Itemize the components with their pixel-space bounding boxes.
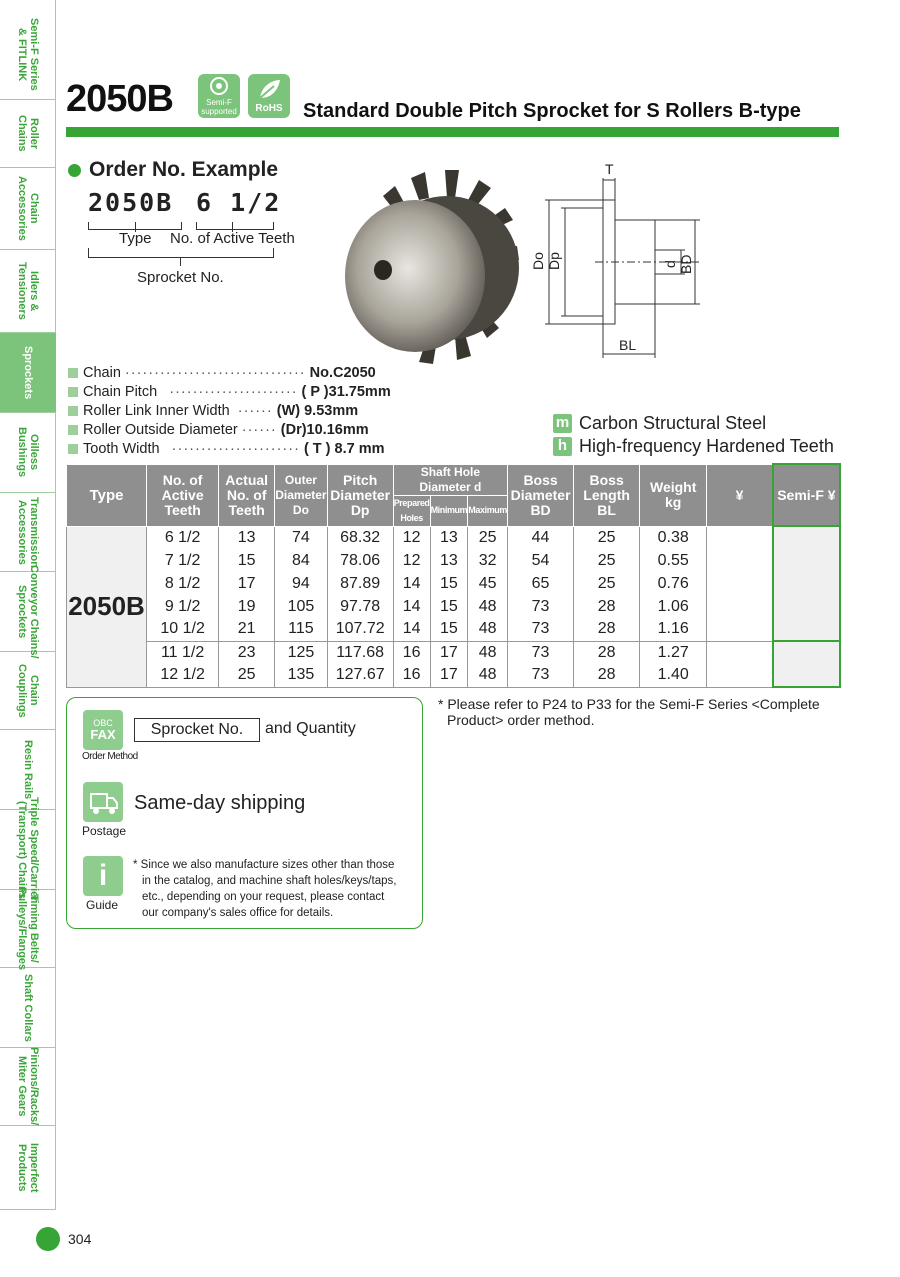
material-hardened <box>553 436 834 457</box>
col-semi-f-price: Semi-F ¥ <box>773 464 840 526</box>
table-cell: 73 <box>508 595 574 618</box>
title-bar <box>66 127 839 137</box>
col-type: Type <box>67 464 147 526</box>
table-row <box>67 595 841 618</box>
table-cell: 25 <box>574 572 640 595</box>
example-code-type: 2050B <box>88 188 174 217</box>
table-cell: 45 <box>468 572 508 595</box>
sidenav-item[interactable] <box>0 10 56 100</box>
table-row <box>67 572 841 595</box>
sidenav-item[interactable] <box>0 333 56 413</box>
col-actual-teeth: Actual No. of Teeth <box>219 464 275 526</box>
spec-dots: ······························· <box>124 365 306 381</box>
spec-value: ( P )31.75mm <box>301 384 391 400</box>
sidenav-item-label: Resin Rails <box>22 739 34 800</box>
table-cell: 28 <box>574 641 640 664</box>
material-text: High-frequency Hardened Teeth <box>579 436 834 456</box>
table-cell: 14 <box>393 595 430 618</box>
table-cell: 6 1/2 <box>147 526 219 549</box>
table-cell: 73 <box>508 664 574 687</box>
order-info-box <box>66 697 423 929</box>
bullet-icon <box>68 368 78 378</box>
dim-dp: Dp <box>546 252 562 270</box>
rohs-label: RoHS <box>255 103 283 114</box>
sidenav-item[interactable] <box>0 1048 56 1126</box>
table-cell: 48 <box>468 618 508 641</box>
table-cell: 10 1/2 <box>147 618 219 641</box>
guide-text-line: in the catalog, and machine shaft holes/keys/taps, <box>142 875 397 887</box>
sprocket-bracket <box>88 248 274 258</box>
price-cell <box>707 618 773 641</box>
sidenav-item-label: Chain Couplings <box>16 663 40 718</box>
table-cell: 87.89 <box>327 572 393 595</box>
sprocket-stem <box>180 258 181 266</box>
table-cell: 94 <box>275 572 327 595</box>
col-maximum: Maximum <box>468 495 508 526</box>
material-text: Carbon Structural Steel <box>579 413 767 433</box>
spec-label: Roller Link Inner Width <box>83 403 230 419</box>
product-table-body <box>67 526 841 687</box>
col-boss-length: Boss Length BL <box>574 464 640 526</box>
col-outer-diameter: Outer Diameter Do <box>275 464 327 526</box>
sidenav-item[interactable] <box>0 564 56 659</box>
table-row <box>67 664 841 687</box>
table-cell: 12 <box>393 549 430 572</box>
sidenav-item-label: Idlers & Tensioners <box>16 262 40 320</box>
sidenav-item-label: Semi-F Series & FITLINK <box>16 18 40 91</box>
fax-icon-text: OBC <box>93 718 113 728</box>
label-sprocket-no: Sprocket No. <box>137 269 224 286</box>
sidenav-item[interactable] <box>0 168 56 250</box>
table-cell: 68.32 <box>327 526 393 549</box>
col-price: ¥ <box>707 464 773 526</box>
table-cell: 48 <box>468 641 508 664</box>
table-cell: 135 <box>275 664 327 687</box>
table-cell: 97.78 <box>327 595 393 618</box>
sidenav-item-label: Sprockets <box>22 345 34 400</box>
table-cell: 32 <box>468 549 508 572</box>
spec-dots: ······ <box>241 422 277 438</box>
table-cell: 13 <box>219 526 275 549</box>
model-title: 2050B <box>66 78 173 120</box>
col-prepared-holes: Prepared Holes <box>393 495 430 526</box>
table-cell: 54 <box>508 549 574 572</box>
table-cell: 25 <box>219 664 275 687</box>
spec-inner-width <box>68 403 358 419</box>
price-cell <box>707 526 773 549</box>
table-cell: 73 <box>508 618 574 641</box>
col-minimum: Minimum <box>430 495 468 526</box>
guide-text <box>133 857 396 921</box>
dim-t: T <box>605 161 614 177</box>
sidenav-item[interactable] <box>0 493 56 572</box>
spec-pitch <box>68 384 391 400</box>
table-cell: 44 <box>508 526 574 549</box>
table-cell: 13 <box>430 526 468 549</box>
table-cell: 84 <box>275 549 327 572</box>
table-row <box>67 618 841 641</box>
table-cell: 107.72 <box>327 618 393 641</box>
col-weight: Weight kg <box>640 464 707 526</box>
table-cell: 16 <box>393 664 430 687</box>
bullet-icon <box>68 444 78 454</box>
sidenav-item[interactable] <box>0 968 56 1048</box>
table-cell: 125 <box>275 641 327 664</box>
sidenav-item[interactable] <box>0 1126 56 1210</box>
table-cell: 48 <box>468 664 508 687</box>
example-code-teeth: 6 1/2 <box>196 188 282 217</box>
semi-f-price-cell <box>773 641 840 687</box>
spec-dots: ······ <box>237 403 273 419</box>
fax-icon <box>83 710 123 750</box>
table-cell: 65 <box>508 572 574 595</box>
postage-caption: Postage <box>82 824 127 838</box>
sidenav-item-label: Transmission Accessories <box>16 496 40 568</box>
table-cell: 1.06 <box>640 595 707 618</box>
semi-f-footnote <box>438 696 820 728</box>
table-cell: 48 <box>468 595 508 618</box>
table-cell: 105 <box>275 595 327 618</box>
truck-icon <box>83 782 123 822</box>
table-cell: 115 <box>275 618 327 641</box>
sidenav-item[interactable] <box>0 250 56 333</box>
table-cell: 21 <box>219 618 275 641</box>
spec-dots: ······················ <box>171 441 300 457</box>
table-cell: 15 <box>430 618 468 641</box>
spec-value: (Dr)10.16mm <box>280 422 369 438</box>
semi-f-badge-line1: Semi-F <box>206 98 232 107</box>
dim-bl: BL <box>619 337 637 353</box>
price-cell <box>707 664 773 687</box>
guide-caption: Guide <box>86 898 119 912</box>
table-cell: 17 <box>430 664 468 687</box>
table-cell: 127.67 <box>327 664 393 687</box>
footnote-line: Product> order method. <box>447 712 595 728</box>
dim-bd: BD <box>678 254 694 274</box>
spec-tooth-width <box>68 441 385 457</box>
table-cell: 28 <box>574 595 640 618</box>
info-icon: i <box>83 856 123 896</box>
table-cell: 1.16 <box>640 618 707 641</box>
price-cell <box>707 641 773 664</box>
table-cell: 25 <box>574 549 640 572</box>
sidenav-item[interactable] <box>0 886 56 971</box>
sidenav-item[interactable] <box>0 797 56 902</box>
spec-label: Chain <box>83 365 121 381</box>
sidenav-item-label: Roller Chains <box>16 115 40 152</box>
table-cell: 23 <box>219 641 275 664</box>
material-carbon <box>553 413 766 434</box>
table-cell: 7 1/2 <box>147 549 219 572</box>
semi-f-badge-line2: supported <box>201 107 237 116</box>
bullet-icon <box>68 406 78 416</box>
sidenav-item[interactable] <box>0 413 56 493</box>
table-cell: 1.40 <box>640 664 707 687</box>
fax-caption: Order Method <box>82 751 138 762</box>
price-cell <box>707 572 773 595</box>
page-number: 304 <box>68 1231 92 1247</box>
spec-roller-diameter <box>68 422 369 438</box>
leaf-icon <box>248 74 290 102</box>
table-cell: 17 <box>219 572 275 595</box>
spec-label: Tooth Width <box>83 441 160 457</box>
table-cell: 78.06 <box>327 549 393 572</box>
guide-text-line: * Since we also manufacture sizes other than those <box>133 859 395 871</box>
table-cell: 11 1/2 <box>147 641 219 664</box>
table-cell: 12 1/2 <box>147 664 219 687</box>
table-cell: 1.27 <box>640 641 707 664</box>
table-cell: 17 <box>430 641 468 664</box>
price-cell <box>707 549 773 572</box>
semi-f-badge <box>198 74 240 118</box>
table-row <box>67 526 841 549</box>
teeth-bracket <box>196 222 274 230</box>
bullet-icon <box>68 164 81 177</box>
semi-f-icon <box>198 74 240 96</box>
col-active-teeth: No. of Active Teeth <box>147 464 219 526</box>
order-example-heading-text: Order No. Example <box>89 158 279 181</box>
table-cell: 19 <box>219 595 275 618</box>
spec-label: Chain Pitch <box>83 384 158 400</box>
spec-chain <box>68 365 376 381</box>
guide-text-line: etc., depending on your request, please contact <box>142 891 385 903</box>
spec-label: Roller Outside Diameter <box>83 422 238 438</box>
spec-value: ( T ) 8.7 mm <box>303 441 385 457</box>
same-day-shipping: Same-day shipping <box>134 792 306 814</box>
spec-value: (W) 9.53mm <box>276 403 359 419</box>
table-cell: 15 <box>219 549 275 572</box>
table-cell: 16 <box>393 641 430 664</box>
sidenav-item-label: Imperfect Products <box>16 1142 40 1193</box>
guide-text-line: our company's sales office for details. <box>142 907 334 919</box>
sidenav-item-label: Chain Accessories <box>16 176 40 241</box>
sidenav-item-label: Timing Belts/ Pulleys/Flanges <box>16 886 40 971</box>
table-cell: 13 <box>430 549 468 572</box>
table-cell: 117.68 <box>327 641 393 664</box>
table-cell: 14 <box>393 572 430 595</box>
dimension-drawing <box>525 158 705 368</box>
table-cell: 28 <box>574 664 640 687</box>
bullet-icon <box>68 387 78 397</box>
fax-icon-label: FAX <box>90 727 116 742</box>
table-cell: 73 <box>508 641 574 664</box>
table-cell: 28 <box>574 618 640 641</box>
table-cell: 25 <box>574 526 640 549</box>
label-type: Type <box>119 230 152 247</box>
rohs-badge <box>248 74 290 118</box>
sidenav-item-label: Oilless Bushings <box>16 427 40 478</box>
table-cell: 25 <box>468 526 508 549</box>
dim-do: Do <box>530 252 546 270</box>
price-cell <box>707 595 773 618</box>
dim-d: d <box>662 260 678 268</box>
table-cell: 12 <box>393 526 430 549</box>
sidenav-item[interactable] <box>0 100 56 168</box>
table-cell: 74 <box>275 526 327 549</box>
col-pitch-diameter: Pitch Diameter Dp <box>327 464 393 526</box>
spec-value: No.C2050 <box>309 365 376 381</box>
order-example-heading <box>68 158 278 182</box>
table-cell: 8 1/2 <box>147 572 219 595</box>
semi-f-price-cell <box>773 526 840 641</box>
table-cell: 14 <box>393 618 430 641</box>
sidenav-item-label: Pinions/Racks/ Miter Gears <box>16 1047 40 1126</box>
side-navigation <box>0 0 56 1210</box>
label-active-teeth: No. of Active Teeth <box>170 230 295 247</box>
order-text: and Quantity <box>265 720 356 737</box>
table-cell: 9 1/2 <box>147 595 219 618</box>
table-row <box>67 549 841 572</box>
sprocket-photo <box>335 168 525 373</box>
page-subtitle: Standard Double Pitch Sprocket for S Rollers B-type <box>303 100 801 122</box>
bullet-icon <box>68 425 78 435</box>
type-cell: 2050B <box>67 526 147 687</box>
material-mark-icon: h <box>553 437 572 456</box>
col-boss-diameter: Boss Diameter BD <box>508 464 574 526</box>
table-cell: 0.76 <box>640 572 707 595</box>
footnote-line: * Please refer to P24 to P33 for the Semi-F Series <Complete <box>438 696 820 712</box>
table-cell: 15 <box>430 595 468 618</box>
table-row <box>67 641 841 664</box>
table-cell: 15 <box>430 572 468 595</box>
order-field-box: Sprocket No. <box>134 718 260 742</box>
table-cell: 0.38 <box>640 526 707 549</box>
table-cell: 0.55 <box>640 549 707 572</box>
product-table <box>66 463 841 688</box>
sidenav-item-label: Triple Speed/Carrier (Transport) Chains <box>16 797 40 902</box>
sidenav-item-label: Shaft Collars <box>22 973 34 1042</box>
spec-dots: ······················ <box>169 384 298 400</box>
sidenav-item-label: Conveyor Chains/ Sprockets <box>16 564 40 659</box>
col-shaft-hole: Shaft Hole Diameter d <box>393 464 507 495</box>
material-mark-icon: m <box>553 414 572 433</box>
page-marker-icon <box>36 1227 60 1251</box>
sidenav-item[interactable] <box>0 652 56 730</box>
